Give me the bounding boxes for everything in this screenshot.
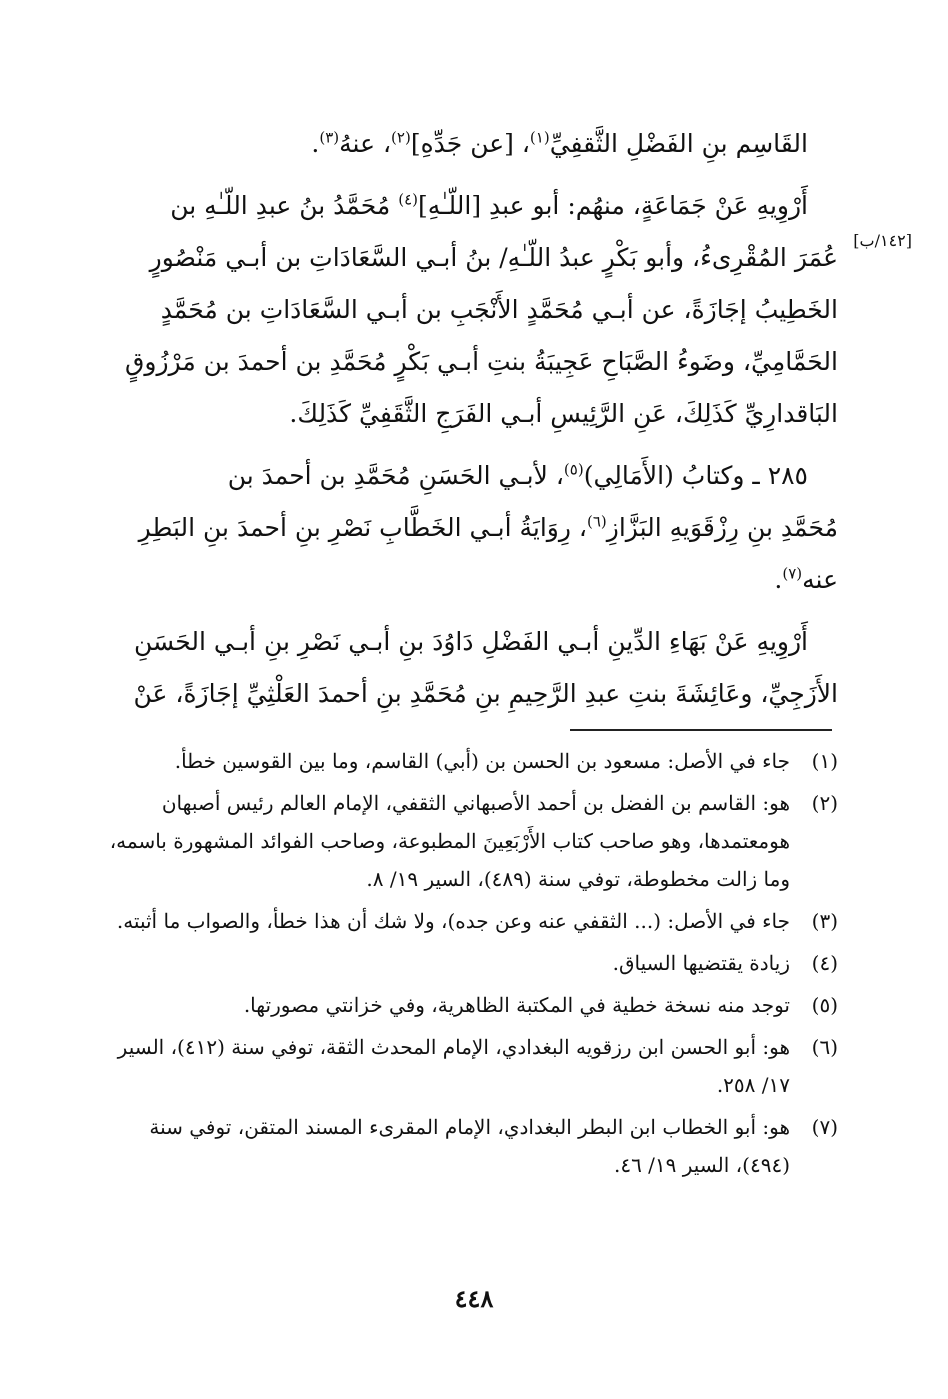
footnote-text: جاء في الأصل: (... الثقفي عنه وعن جده)، ولا شك أن هذا خطأ، والصواب ما أثبته. (116, 909, 790, 933)
footnote-text: هو: القاسم بن الفضل بن أحمد الأصبهاني الثقفي، الإمام العالم رئيس أصبهان هومعتمدها، وهو صاحب كتاب الأَرْبَعِينَ المطبوعة، وصاحب الفوائد المشهورة باسمه، وما زالت مخطوطة، توفي سنة (٤٨٩)، السير ١٩/ ٨. (109, 791, 790, 891)
main-line-3: عُمَرَ المُقْرِىءُ، وأبو بَكْرٍ عبدُ اللّـٰهِ/ بنُ أبـي السَّعَادَاتِ بن أبـي مَنْصُورٍ (149, 243, 838, 272)
footnote-6 (100, 1028, 838, 1104)
main-line-10: أَرْوِيهِ عَنْ بَهَاءِ الدِّينِ أبـي الفَضْلِ دَاوُدَ بنِ أبـي نَصْرِ بنِ أبـي الحَسَنِ (133, 627, 808, 656)
footnotes-section (100, 742, 838, 1188)
main-line-8: مُحَمَّدِ بنِ رِزْقَوَيهِ البَزَّازِ$^{(٦)}$، رِوَايَةُ أبـي الخَطَّابِ نَصْرِ بنِ أحمدَ بنِ البَطِرِ (138, 512, 838, 542)
main-line-11: الأَزَجِيِّ، وعَائِشَةَ بنتِ عبدِ الرَّحِيمِ بنِ مُحَمَّدِ بنِ أحمدَ العَلْثِيِّ إجَازَةً، عَنْ (133, 679, 838, 708)
footnote-number: (٣) (811, 909, 838, 933)
footnote-text: توجد منه نسخة خطية في المكتبة الظاهرية، وفي خزانتي مصورتها. (243, 993, 790, 1017)
main-line-7: ٢٨٥ ـ وكتابُ (الأَمَالِي)$^{(٥)}$، لأبـي الحَسَنِ مُحَمَّدِ بن أحمدَ بن (227, 460, 808, 490)
footnote-3 (100, 902, 838, 940)
footnote-number: (٧) (811, 1115, 838, 1139)
main-line-5: الحَمَّامِيِّ، وضَوءُ الصَّبَاحِ عَجِيبَةُ بنتِ أبـي بَكْرٍ مُحَمَّدِ بن أحمدَ بن مَرْزُوقٍ (124, 347, 838, 376)
footnote-4 (100, 944, 838, 982)
footnote-ref-6[interactable]: (٦) (586, 512, 607, 531)
footnote-7 (100, 1108, 838, 1184)
footnote-ref-3[interactable]: (٣) (319, 128, 340, 147)
footnote-number: (٦) (811, 1035, 838, 1059)
main-line-6: البَاقدارِيِّ كَذَلِكَ، عَنِ الرَّئِيسِ أبـي الفَرَجِ الثَّقَفِيِّ كَذَلِكَ. (289, 399, 838, 428)
footnote-5 (100, 986, 838, 1024)
main-line-2: أَرْوِيهِ عَنْ جَمَاعَةٍ، منهُم: أبو عبدِ [اللّـٰهِ]$^{(٤)}$ مُحَمَّدُ بنُ عبدِ اللّـٰهِ بن (170, 190, 808, 220)
footnote-text: هو: أبو الحسن ابن رزقويه البغدادي، الإمام المحدث الثقة، توفي سنة (٤١٢)، السير ١٧/ ٢٥٨. (117, 1035, 790, 1097)
footnote-ref-5[interactable]: (٥) (563, 460, 584, 479)
footnote-number: (٥) (811, 993, 838, 1017)
footnote-2 (100, 784, 838, 898)
footnote-ref-7[interactable]: (٧) (782, 564, 803, 583)
footnote-number: (٤) (811, 951, 838, 975)
main-line-4: الخَطِيبُ إجَازَةً، عن أبـي مُحَمَّدٍ الأَنْجَبِ بن أبـي السَّعَادَاتِ بن مُحَمَّدٍ (160, 295, 838, 324)
footnote-number: (١) (811, 749, 838, 773)
page-number: ٤٤٨ (454, 1284, 494, 1313)
manuscript-folio-marker: [١٤٢/ب] (853, 231, 912, 250)
footnote-text: جاء في الأصل: مسعود بن الحسن بن (أبي) القاسم، وما بين القوسين خطأ. (174, 749, 790, 773)
footnote-text: زيادة يقتضيها السياق. (612, 951, 790, 975)
footnote-ref-2[interactable]: (٢) (391, 128, 411, 147)
footnote-ref-4[interactable]: (٤) (398, 190, 418, 209)
footnote-1 (100, 742, 838, 780)
main-line-9: عنه$^{(٧)}$. (774, 564, 838, 594)
main-line-1: القَاسِم بنِ الفَضْلِ الثَّقفِيِّ$^{(١)}$، [عن جَدِّهِ]$^{(٢)}$، عنهُ$^{(٣)}$. (311, 128, 808, 158)
footnote-text: هو: أبو الخطاب ابن البطر البغدادي، الإمام المقرىء المسند المتقن، توفي سنة (٤٩٤)، السير ١٩/ ٤٦. (149, 1115, 790, 1177)
main-text (100, 118, 838, 720)
footnote-divider (570, 729, 832, 731)
footnote-ref-1[interactable]: (١) (529, 128, 550, 147)
footnote-number: (٢) (811, 791, 838, 815)
